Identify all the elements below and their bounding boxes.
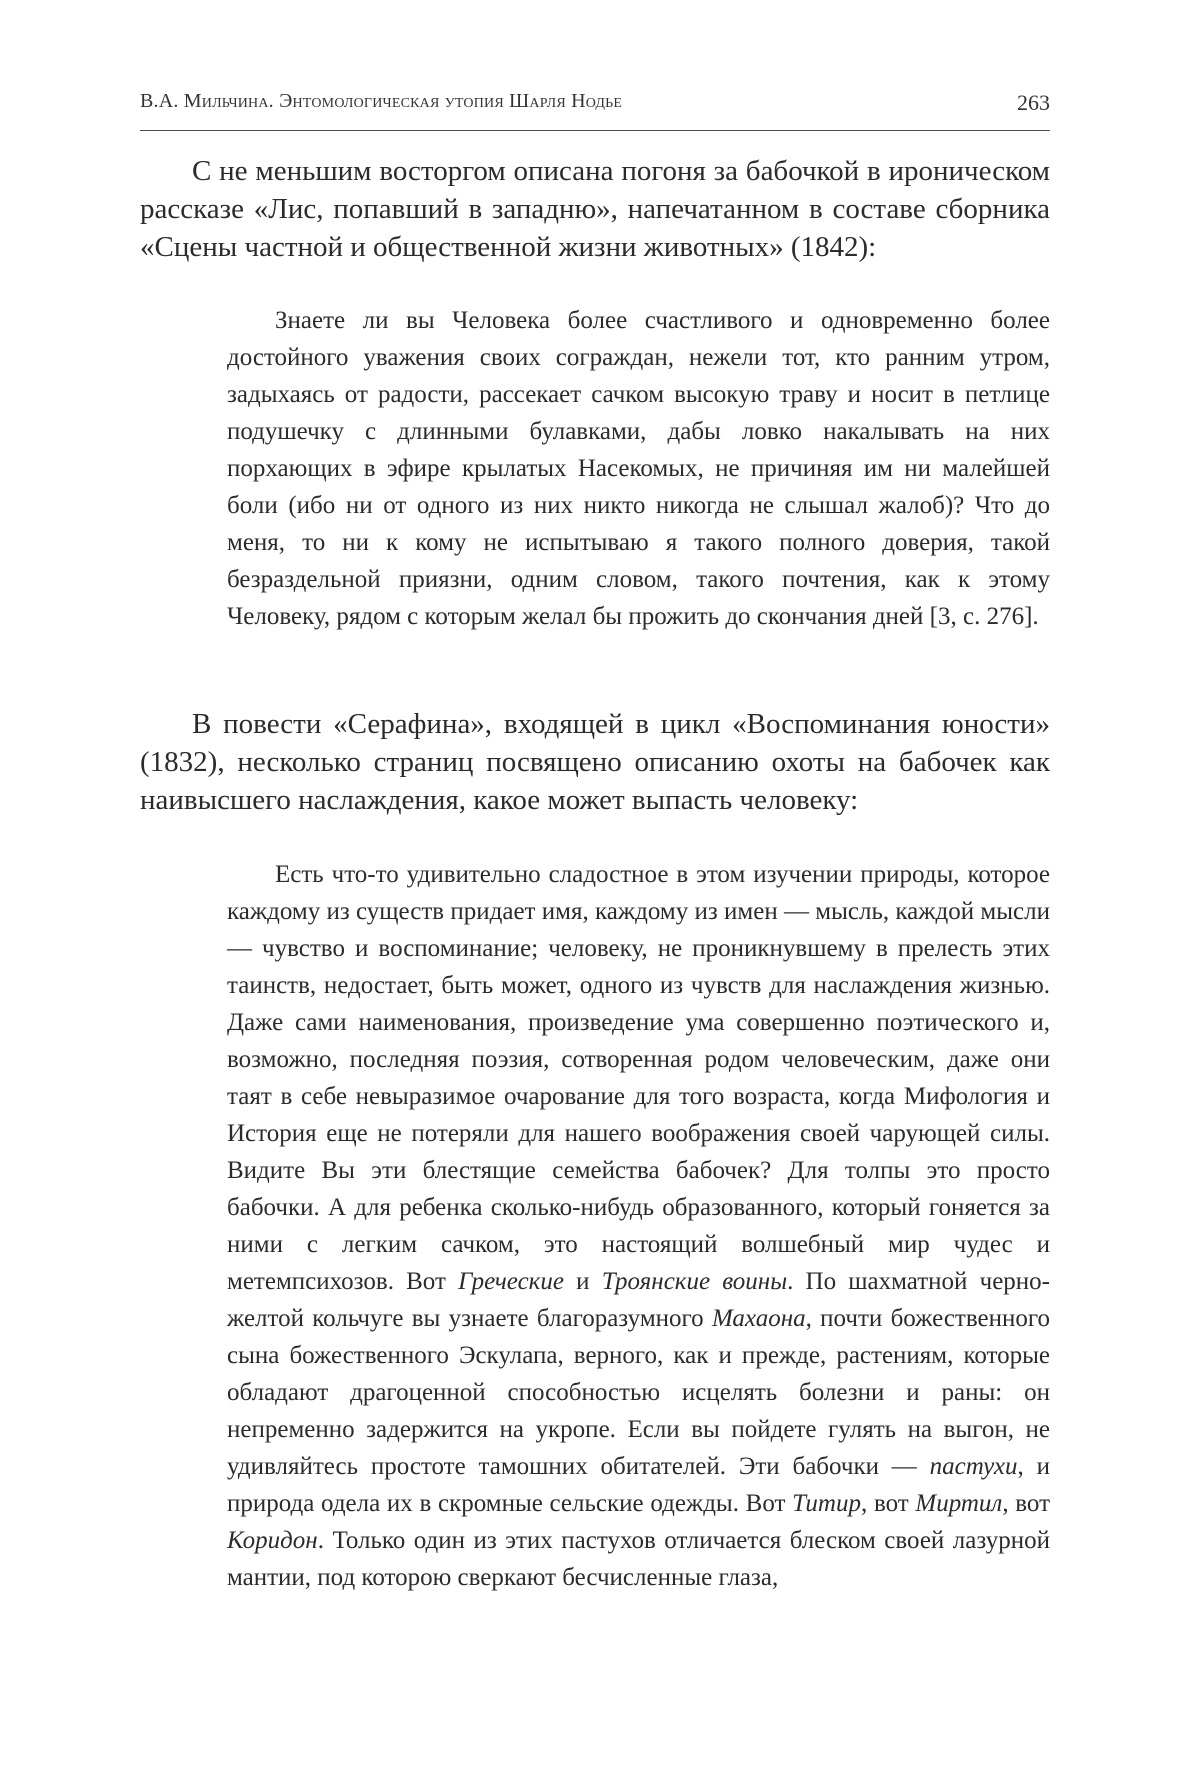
quote-segment: , почти божественного сына божественного Эскулапа, верного, как и прежде, растениям, которые обладают драгоценной способностью исцелять болезни и раны: он непременно задержится на укропе. Если вы пойдете гулять на выгон, не удивляйтесь простоте тамошних обитателей. Эти бабочки — [227,1305,1050,1480]
quote-segment-italic: Титир [792,1490,861,1517]
body-paragraph-2: В повести «Серафина», входящей в цикл «Воспоминания юности» (1832), несколько страниц посвящено описанию охоты на бабочек как наивысшего наслаждения, какое может выпасть человеку: [140,708,1050,816]
body-paragraph-1: С не меньшим восторгом описана погоня за бабочкой в ироническом рассказе «Лис, попавший в западню», напечатанном в составе сборника «Сцены частной и общественной жизни животных» (1842): [140,155,1050,263]
quote-segment: . Только один из этих пастухов отличается блеском своей лазурной мантии, под которою сверкают бесчисленные глаза, [227,1527,1050,1591]
quote-segment: , вот [861,1490,916,1517]
running-title: В.А. Мильчина. Энтомологическая утопия Шарля Нодье [140,90,623,112]
quote-segment-italic: Миртил [915,1490,1003,1517]
running-head [140,86,1050,131]
quote-segment: . По шахматной черно-желтой кольчуге вы узнаете благоразумного [227,1268,1050,1332]
block-quote-2 [227,856,1050,1596]
quote-segment: Есть что-то удивительно сладостное в этом изучении природы, которое каждому из существ придает имя, каждому из имен — мысль, каждой мысли — чувство и воспоминание; человеку, не проникнувшему в прелесть этих таинств, недостает, быть может, одного из чувств для наслаждения жизнью. Даже сами наименования, произведение ума совершенно поэтического и, возможно, последняя поэзия, сотворенная родом человеческим, даже они таят в себе невыразимое очарование для того возраста, когда Мифология и История еще не потеряли для нашего воображения своей чарующей силы. Видите Вы эти блестящие семейства бабочек? Для толпы это просто бабочки. А для ребенка сколько-нибудь образованного, который гоняется за ними с легким сачком, это настоящий волшебный мир чудес и метемпсихозов. Вот [227,861,1050,1295]
quote-segment-italic: пастухи [929,1453,1018,1480]
block-quote-1: Знаете ли вы Человека более счастливого и одновременно более достойного уважения своих сограждан, нежели тот, кто ранним утром, задыхаясь от радости, рассекает сачком высокую траву и носит в петлице подушечку с длинными булавками, дабы ловко накалывать на них порхающих в эфире крылатых Насекомых, не причиняя им ни малейшей боли (ибо ни от одного из них никто никогда не слышал жалоб)? Что до меня, то ни к кому не испытываю я такого полного доверия, такой безраздельной приязни, одним словом, такого почтения, как к этому Человеку, рядом с которым желал бы прожить до скончания дней [3, с. 276]. [227,307,1050,630]
quote-segment: , и природа одела их в скромные сельские одежды. Вот [227,1453,1050,1517]
quote-segment: и [563,1268,602,1295]
quote-segment-italic: Махаона [711,1305,806,1332]
quote-segment-italic: Коридон [227,1527,318,1554]
quote-segment: , вот [1002,1490,1051,1517]
quote-segment-italic: Троянские воины [601,1268,788,1295]
quote-segment-italic: Греческие [458,1268,564,1295]
page-number: 263 [1017,90,1050,115]
